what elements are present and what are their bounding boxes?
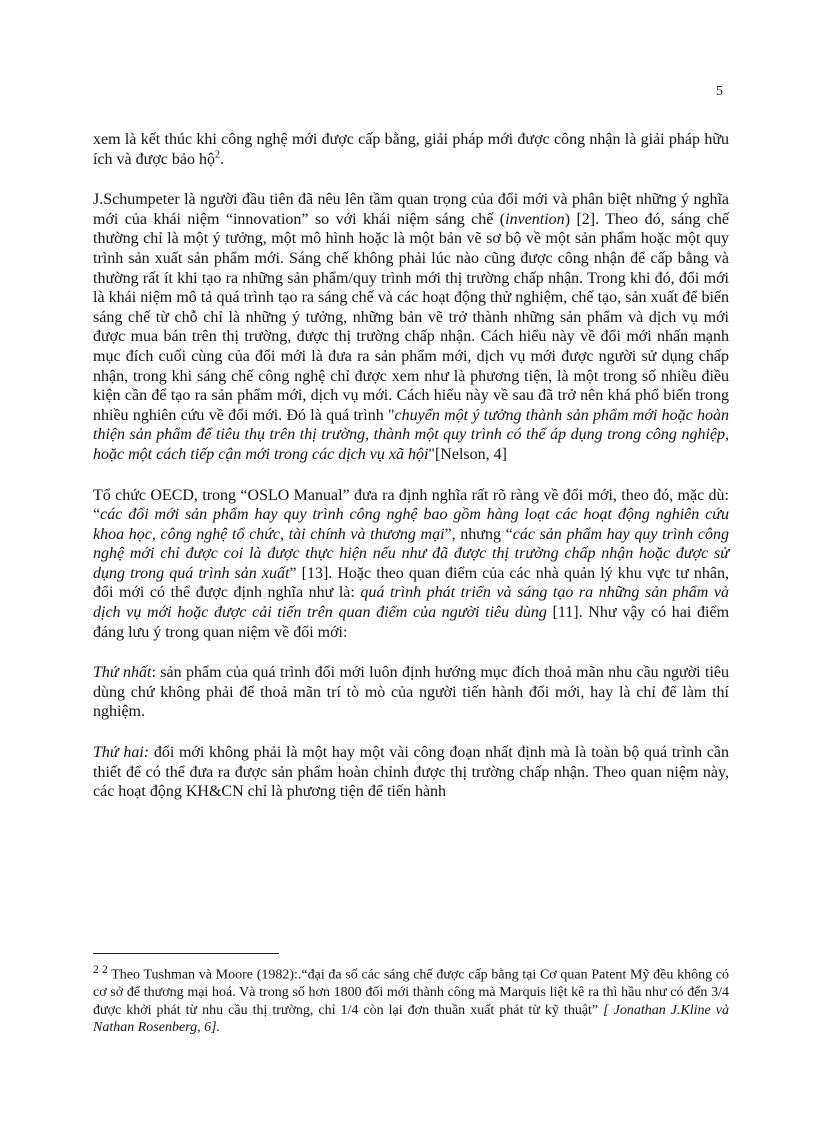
footnote-rule [93, 953, 279, 954]
paragraph-5: Thứ hai: đổi mới không phải là một hay một vài công đoạn nhất định mà là toàn bộ quá trình cần thiết để có thể đưa ra được sản phẩm hoàn chỉnh được thị trường chấp nhận. Theo quan niệm này, các hoạt động KH&CN chỉ là phương tiện để tiến hành [93, 744, 729, 801]
paragraph-1: xem là kết thúc khi công nghệ mới được cấp bằng, giải pháp mới được công nhận là giải pháp hữu ích và được bảo hộ$^2$. [93, 131, 729, 168]
body-text [93, 130, 729, 823]
page-number: 5 [716, 84, 723, 99]
paragraph-4: Thứ nhất: sản phẩm của quá trình đổi mới luôn định hướng mục đích thoả mãn nhu cầu người tiêu dùng chứ không phải để thoả mãn trí tò mò của người tiến hành đổi mới, hay là chỉ để làm thí nghiệm. [93, 664, 730, 721]
footnote: $^{2 2}$ Theo Tushman và Moore (1982):.“đại đa số các sáng chế được cấp bằng tại Cơ quan Patent Mỹ đều không có cơ sở để thương mại hoá. Và trong số hơn 1800 đổi mới thành công mà Marquis liệt kê ra thì hầu như có đến 3/4 được khởi phát từ nhu cầu thị trường, chỉ 1/4 còn lại đơn thuần xuất phát từ kỹ thuật” [ Jonathan J.Kline và Nathan Rosenberg, 6]. [93, 963, 730, 1036]
paragraph-2: J.Schumpeter là người đầu tiên đã nêu lên tầm quan trọng của đổi mới và phân biệt những ý nghĩa mới của khái niệm “innovation” so với khái niệm sáng chế (invention) [2]. Theo đó, sáng chế thường chỉ là một ý tưởng, một mô hình hoặc là một bản vẽ sơ bộ về một sản phẩm hoặc một quy trình sản xuất sản phẩm mới. Sáng chế không phải lúc nào cũng được công nhận để cấp bằng và thường rất ít khi tạo ra những sản phẩm/quy trình mới thị trường chấp nhận. Trong khi đó, đổi mới là khái niệm mô tả quá trình tạo ra sáng chế và các hoạt động thử nghiệm, chế tạo, sản xuất để biến sáng chế từ chỗ chỉ là những ý tưởng, những bản vẽ trở thành những sản phẩm và dịch vụ mới được mua bán trên thị trường, được thị trường chấp nhận. Cách hiểu này về đổi mới nhấn mạnh mục đích cuối cùng của đổi mới là đưa ra sản phẩm mới, dịch vụ mới được người sử dụng chấp nhận, trong khi sáng chế công nghệ chỉ được xem như là phương tiện, là một trong số nhiều điều kiện cần để tạo ra sản phẩm mới, dịch vụ mới. Cách hiểu này về sau đã trở nên khá phổ biến trong nhiều nghiên cứu về đổi mới. Đó là quá trình "chuyển một ý tưởng thành sản phẩm mới hoặc hoàn thiện sản phẩm để tiêu thụ trên thị trường, thành một quy trình có thể áp dụng trong công nghiệp, hoặc một cách tiếp cận mới trong các dịch vụ xã hội"[Nelson, 4] [93, 191, 730, 463]
footnote-marker: 2 2 [93, 963, 108, 976]
footnote-ref: 2 [214, 149, 220, 161]
paragraph-3: Tổ chức OECD, trong “OSLO Manual” đưa ra định nghĩa rất rõ ràng về đổi mới, theo đó, mặc dù: “các đổi mới sản phẩm hay quy trình công nghệ bao gồm hàng loạt các hoạt động nghiên cứu khoa học, công nghệ tổ chức, tài chính và thương mại”, nhưng “các sản phẩm hay quy trình công nghệ mới chỉ được coi là được thực hiện nếu như đã được thị trường chấp nhận hoặc được sử dụng trong quá trình sản xuất” [13]. Hoặc theo quan điểm của các nhà quản lý khu vực tư nhân, đổi mới có thể được định nghĩa như là: quá trình phát triển và sáng tạo ra những sản phẩm và dịch vụ mới hoặc được cải tiến trên quan điểm của người tiêu dùng [11]. Như vậy có hai điểm đáng lưu ý trong quan niệm về đổi mới: [93, 486, 730, 641]
